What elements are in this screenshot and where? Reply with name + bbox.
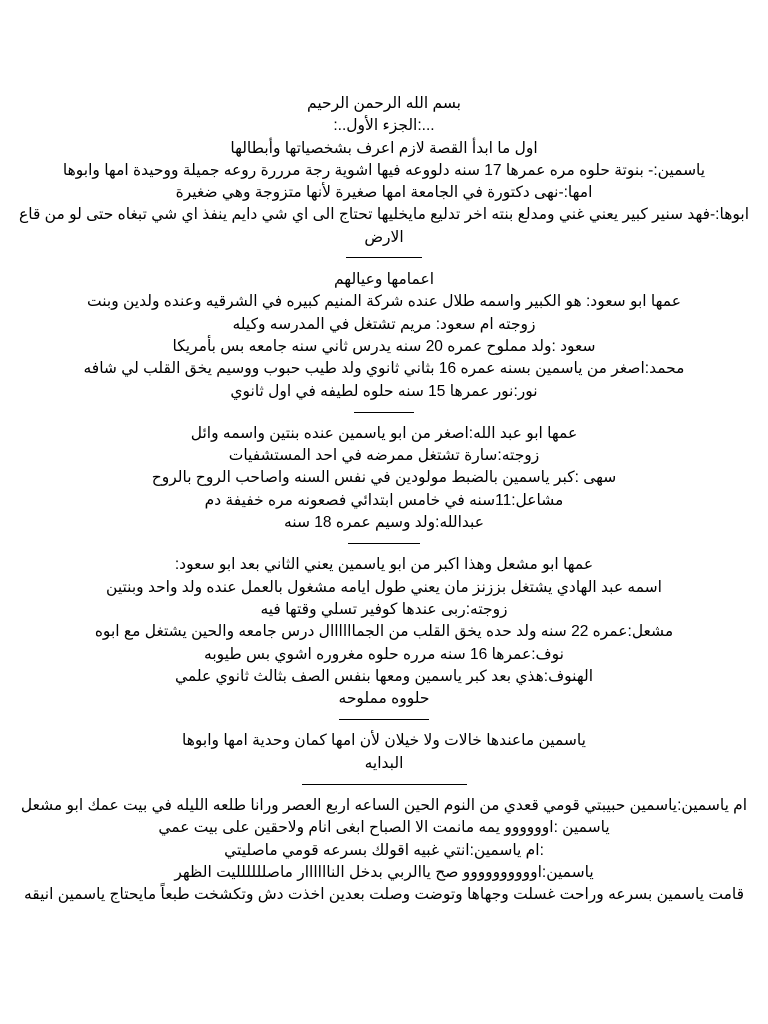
- text-line: حلووه مملوحه: [338, 690, 430, 708]
- section-heading: البدايه: [364, 754, 404, 772]
- text-line: عمها ابو عبد الله:اصغر من ابو ياسمين عنده بنتين واسمه وائل: [190, 424, 578, 442]
- document-body: [6, 93, 762, 907]
- text-line: زوجته:ربى عندها كوفير تسلي وقتها فيه: [260, 600, 508, 618]
- text-line: مشاعل:11سنه في خامس ابتدائي فصعونه مره خفيفة دم: [204, 491, 564, 509]
- text-line: ياسمين :اوووووو يمه مانمت الا الصباح ابغى انام ولاحقين على بيت عمي: [158, 819, 610, 837]
- text-line: نور:نور عمرها 15 سنه حلوه لطيفه في اول ثانوي: [230, 382, 538, 400]
- section-divider: [346, 257, 422, 258]
- text-line: امها:-نهى دكتورة في الجامعة امها صغيرة لأنها متزوجة وهي ضغيرة: [175, 184, 593, 202]
- text-line: سهى :كبر ياسمين بالضبط مولودين في نفس السنه واصاحب الروح بالروح: [151, 469, 617, 487]
- basmala: بسم الله الرحمن الرحيم: [307, 95, 461, 112]
- section-divider: [339, 719, 429, 720]
- text-line: زوجته:سارة تشتغل ممرضه في احد المستشفيات: [228, 447, 540, 465]
- text-line: ياسمين:- بنوتة حلوه مره عمرها 17 سنه دلووعه فيها اشوية رجة مرررة روعه جميلة ووحيدة امها وابوها: [62, 161, 706, 179]
- section-heading: اعمامها وعيالهم: [333, 271, 435, 289]
- text-line: عبدالله:ولد وسيم عمره 18 سنه: [284, 514, 484, 532]
- text-line: ابوها:-فهد سنير كبير يعني غني ومدلع بنته اخر تدليع مايخليها تحتاج الى اي شي دايم ينفذ اي شي تبغاه حتى لو من قاع الارض: [19, 206, 749, 246]
- text-line: ام ياسمين:ياسمين حبيبتي قومي قعدي من النوم الحين الساعه اربع العصر ورانا طلعه الليله في بيت عمك ابو مشعل: [20, 797, 748, 815]
- text-line: سعود :ولد مملوح عمره 20 سنه يدرس ثاني سنه جامعه بس بأمريكا: [172, 337, 596, 355]
- text-line: نوف:عمرها 16 سنه مرره حلوه مغروره اشوي بس طيوبه: [204, 645, 564, 663]
- text-line: الهنوف:هذي بعد كبر ياسمين ومعها بنفس الصف بثالث ثانوي علمي: [174, 667, 594, 685]
- text-line: :ام ياسمين:انتي غبيه اقولك بسرعه قومي ماصليتي: [224, 841, 544, 859]
- text-line: قامت ياسمين بسرعه وراحت غسلت وجهاها وتوضت وصلت بعدين اخذت دش وتكشخت طبعاً مايحتاج ياسمين انيقه: [23, 886, 745, 904]
- section-divider: [302, 784, 467, 785]
- text-line: عمها ابو سعود: هو الكبير واسمه طلال عنده شركة المنيم كبيره في الشرقيه وعنده ولدين وبنت: [87, 293, 681, 311]
- text-line: ياسمين:اوووووووووو صح ياالربي بدخل الناااااار ماصلللللليت الظهر: [174, 863, 594, 881]
- text-line: مشعل:عمره 22 سنه ولد حده يخق القلب من الجماااااال درس جامعه والحين يشتغل مع ابوه: [94, 623, 674, 641]
- text-line: زوجته ام سعود: مريم تشتغل في المدرسه وكيله: [232, 315, 536, 333]
- text-line: عمها ابو مشعل وهذا اكبر من ابو ياسمين يعني الثاني بعد ابو سعود:: [174, 556, 594, 574]
- text-line: محمد:اصغر من ياسمين بسنه عمره 16 بثاني ثانوي ولد طيب حبوب ووسيم يخق القلب لي شافه: [83, 360, 685, 378]
- section-divider: [348, 543, 420, 544]
- section-divider: [354, 412, 414, 413]
- text-line: اسمه عبد الهادي يشتغل بززنز مان يعني طول ايامه مشغول بالعمل عنده ولد واحد وبنتين: [106, 578, 662, 596]
- part-title: ...:الجزء الأول..:: [333, 117, 435, 135]
- text-line: ياسمين ماعندها خالات ولا خيلان لأن امها كمان وحدية امها وابوها: [182, 732, 586, 750]
- intro-line: اول ما ابدأ القصة لازم اعرف بشخصياتها وأبطالها: [230, 139, 538, 157]
